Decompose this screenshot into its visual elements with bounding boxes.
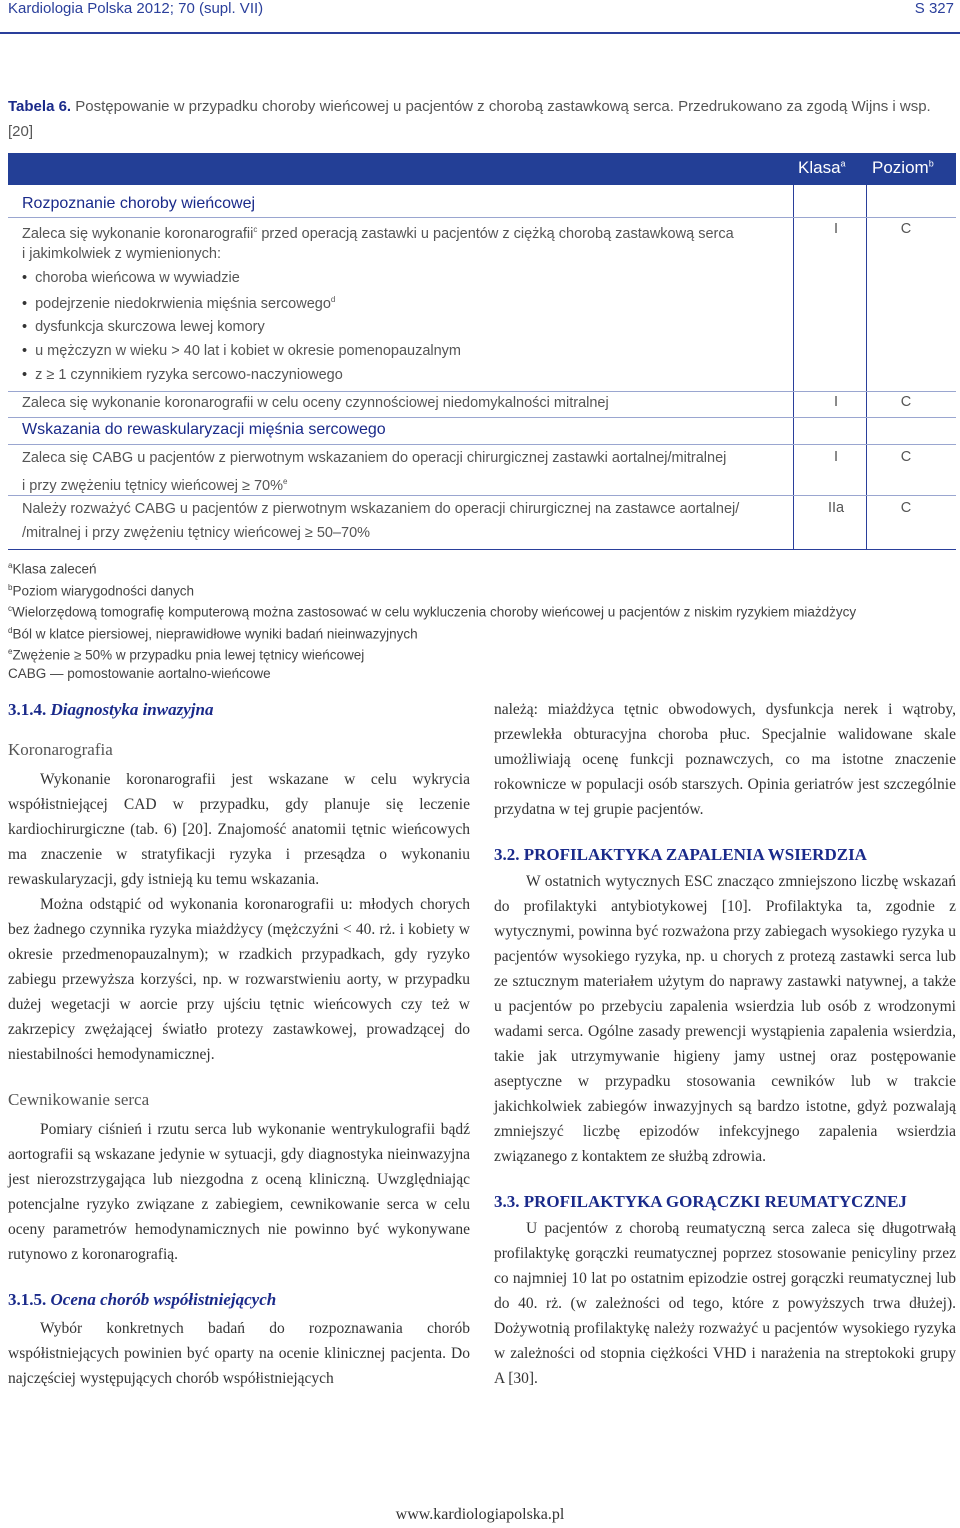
section-heading: 3.3. PROFILAKTYKA GORĄCZKI REUMATYCZNEJ	[494, 1192, 907, 1211]
klasa-value: I	[833, 221, 839, 237]
paragraph: Pomiary ciśnień i rzutu serca lub wykonanie wentrykulografii bądź aortografii są wskazane jedynie w sytuacji, gdy diagnostyka nieinwazyjna jest nierozstrzygająca lub niezgodna z oceną kliniczną. Uwzględniając potencjalne ryzyko związane z zabiegiem, cewnikowanie serca w celu oceny parametrów hemodynamicznych nie powinno być wykonywane rutynowo z koronarografią.	[8, 1121, 470, 1263]
list-item: • dysfunkcja skurczowa lewej komory	[22, 319, 265, 335]
header-klasa: Klasa$^a$	[798, 158, 846, 177]
table-row: Zaleca się wykonanie koronarografii w celu oceny czynnościowej niedomykalności mitralnej	[22, 395, 609, 411]
poziom-value: C	[900, 500, 912, 516]
paragraph: należą: miażdżyca tętnic obwodowych, dysfunkcja nerek i wątroby, przewlekła obturacyjna choroba płuc. Specjalnie walidowane skale umożliwiają ocenę funkcji poznawczych, co ma istotne znaczenie rokownicze w populacji osób starszych. Opinia geriatrów jest szczególnie przydatna w tej grupie pacjentów.	[494, 701, 956, 818]
table-row: Należy rozważyć CABG u pacjentów z pierwotnym wskazaniem do operacji chirurgicznej na zastawce aortalnej/	[22, 501, 740, 517]
row-divider	[8, 417, 956, 418]
page-header	[0, 0, 960, 46]
footnote: $^e$Zwężenie ≥ 50% w przypadku pnia lewej tętnicy wieńcowej	[8, 647, 365, 663]
klasa-value: I	[833, 449, 839, 465]
subsection-heading: Koronarografia	[8, 740, 113, 759]
table-row-continuation: i jakimkolwiek z wymienionych:	[22, 246, 222, 262]
section-heading: 3.2. PROFILAKTYKA ZAPALENIA WSIERDZIA	[494, 845, 867, 864]
caption-text: Postępowanie w przypadku choroby wieńcowej u pacjentów z chorobą zastawkową serca. Przedrukowano za zgodą Wijns i wsp. [20]	[8, 98, 931, 140]
table-footnotes	[8, 557, 948, 683]
poziom-value: C	[900, 394, 912, 410]
klasa-value: IIa	[827, 500, 845, 516]
row-divider	[8, 495, 956, 496]
table-row: Zaleca się CABG u pacjentów z pierwotnym wskazaniem do operacji chirurgicznej zastawki aortalnej/mitralnej	[22, 450, 727, 466]
section-title-diagnosis: Rozpoznanie choroby wieńcowej	[22, 195, 256, 212]
table-header	[8, 153, 956, 185]
section-heading: 3.1.4. Diagnostyka inwazyjna	[8, 700, 214, 719]
page-number: S 327	[914, 0, 954, 17]
table-row-continuation: i przy zwężeniu tętnicy wieńcowej ≥ 70%$^e$	[22, 477, 288, 494]
section-heading: 3.1.5. Ocena chorób współistniejących	[8, 1290, 277, 1309]
footnote: $^c$Wielorzędową tomografię komputerową można zastosować w celu wykluczenia choroby wieńcowej u pacjentów z niskim ryzykiem miażdżycy	[8, 604, 857, 620]
footnote: $^b$Poziom wiarygodności danych	[8, 582, 195, 598]
paragraph: Można odstąpić od wykonania koronarografii u: młodych chorych bez żadnego czynnika ryzyka miażdżycy (mężczyźni < 40. rż. i kobiety w okresie przedmenopauzalnym); w rzadkich przypadkach, gdy ryzyko zabiegu przewyższa korzyści, np. w rozwarstwieniu aorty, w przypadku dużej wegetacji w aorcie przy ujściu tętnic wieńcowych czy też w zakrzepicy zwężającej światło protezy zastawkowej, prowadzącej do niestabilności hemodynamicznej.	[8, 896, 470, 1063]
row-divider	[8, 444, 956, 445]
footnote: $^d$Ból w klatce piersiowej, nieprawidłowe wyniki badań nieinwazyjnych	[8, 625, 418, 641]
list-item: • choroba wieńcowa w wywiadzie	[22, 270, 240, 286]
paragraph: Wykonanie koronarografii jest wskazane w celu wykrycia współistniejącej CAD w przypadku, gdy planuje się leczenie kardiochirurgiczne (tab. 6) [20]. Znajomość anatomii tętnic wieńcowych ma znaczenie w stratyfikacji ryzyka i przesądza o wykonaniu rewaskularyzacji, gdy istnieją ku temu wskazania.	[8, 771, 470, 888]
paragraph: Wybór konkretnych badań do rozpoznawania chorób współistniejących powinien być oparty na ocenie klinicznej pacjenta. Do najczęściej występujących chorób współistniejących	[8, 1320, 470, 1387]
left-column	[8, 697, 470, 1411]
table-row-continuation: /mitralnej i przy zwężeniu tętnicy wieńcowej ≥ 50–70%	[22, 525, 371, 541]
caption-label: Tabela 6.	[8, 98, 72, 115]
paragraph: W ostatnich wytycznych ESC znacząco zmniejszono liczbę wskazań do profilaktyki antybiotykowej [10]. Profilaktyka ta, zgodnie z wytycznymi, powinna być rozważona przy zabiegach wysokiego ryzyka u pacjentów wysokiego ryzyka, np. u chorych z protezą zastawki serca lub ze sztucznym materiałem użytym do naprawy zastawki natywnej, a także u pacjentów po przebyciu zapalenia wsierdzia lub osób z wrodzonymi wadami serca. Ogólne zasady prewencji wystąpienia zapalenia wsierdzia, takie jak utrzymywanie higieny jamy ustnej oraz postępowanie aseptyczne w przypadku stosowania cewników lub w trakcie jakichkolwiek zabiegów inwazyjnych są bardzo istotne, gdyż pozwalają zmniejszyć liczbę epizodów infekcyjnego zapalenia wsierdzia związanego z kontaktem ze służbą zdrowia.	[494, 873, 956, 1165]
header-rule	[0, 32, 960, 34]
table-row: Zaleca się wykonanie koronarografii$^c$ przed operacją zastawki u pacjentów z ciężką chorobą zastawkową serca	[22, 225, 734, 242]
paragraph: U pacjentów z chorobą reumatyczną serca zaleca się długotrwałą profilaktykę gorączki reumatycznej poprzez stosowanie penicyliny przez co najmniej 10 lat po ostatnim epizodzie ostrej gorączki reumatycznej lub do 40. rż. (w zależności od tego, które z powyższych trwa dłużej). Dożywotnią profilaktykę należy rozważyć u pacjentów wysokiego ryzyka w zależności od stopnia ciężkości VHD i narażenia na streptokoki grupy A [30].	[494, 1220, 956, 1387]
journal-title: Kardiologia Polska 2012; 70 (supl. VII)	[8, 0, 264, 17]
footnote: CABG — pomostowanie aortalno-wieńcowe	[8, 665, 271, 681]
subsection-heading: Cewnikowanie serca	[8, 1090, 150, 1109]
right-column	[494, 697, 956, 1411]
header-poziom: Poziom$^b$	[872, 158, 934, 177]
section-title-revascularization: Wskazania do rewaskularyzacji mięśnia sercowego	[22, 421, 386, 438]
footer-url: www.kardiologiapolska.pl	[395, 1506, 565, 1523]
recommendations-table	[8, 153, 956, 550]
table-caption	[8, 94, 952, 144]
poziom-value: C	[900, 449, 912, 465]
list-item: • podejrzenie niedokrwienia mięśnia sercowego$^d$	[22, 295, 335, 312]
poziom-value: C	[900, 221, 912, 237]
klasa-value: I	[833, 394, 839, 410]
footnote: $^a$Klasa zaleceń	[8, 561, 97, 577]
list-item: • z ≥ 1 czynnikiem ryzyka sercowo-naczyniowego	[22, 367, 343, 383]
list-item: • u mężczyzn w wieku > 40 lat i kobiet w okresie pomenopauzalnym	[22, 343, 461, 359]
